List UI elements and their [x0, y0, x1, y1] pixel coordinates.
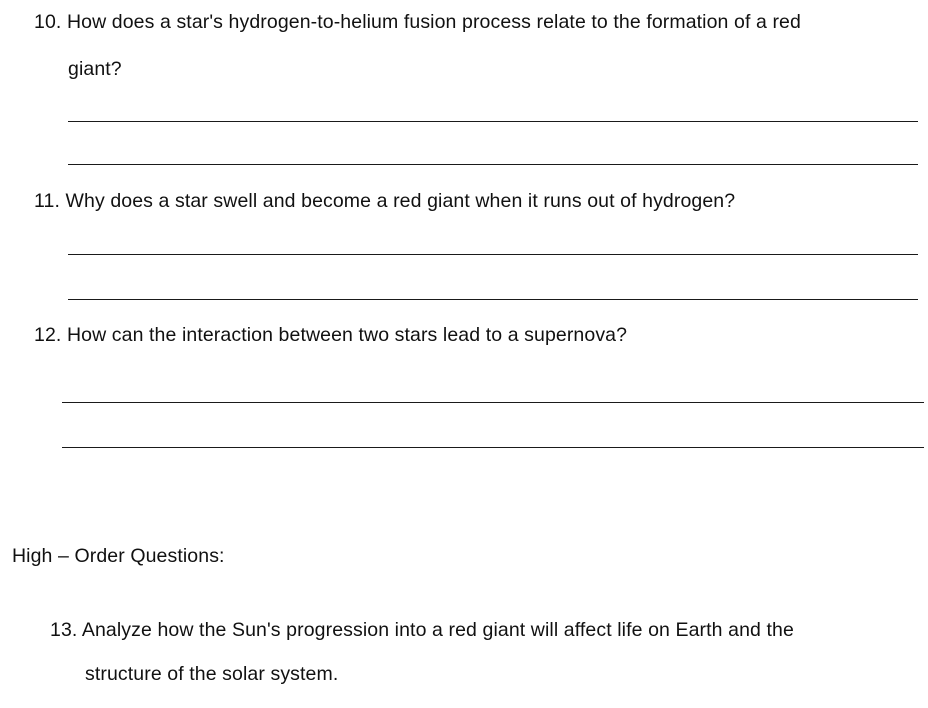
question-text: Why does a star swell and become a red giant when it runs out of hydrogen?: [65, 190, 736, 212]
question-text: How does a star's hydrogen-to-helium fusion process relate to the formation of a red: [66, 11, 801, 33]
question-number: 12.: [34, 324, 62, 346]
section-heading: High – Order Questions:: [12, 545, 225, 567]
question-13-continued: structure of the solar system.: [85, 663, 339, 685]
answer-line: [62, 447, 924, 448]
answer-line: [68, 121, 918, 122]
question-11: [34, 189, 735, 213]
answer-line: [68, 254, 918, 255]
question-number: 10.: [34, 11, 62, 33]
question-number: 13.: [50, 619, 78, 641]
question-10: [34, 10, 801, 34]
question-10-continued: giant?: [68, 58, 122, 80]
question-12: [34, 323, 627, 347]
answer-line: [68, 164, 918, 165]
question-13: [50, 618, 794, 642]
answer-line: [68, 299, 918, 300]
question-number: 11.: [34, 190, 60, 212]
question-text: Analyze how the Sun's progression into a red giant will affect life on Earth and the: [81, 619, 794, 641]
question-text: How can the interaction between two stars lead to a supernova?: [66, 324, 628, 346]
answer-line: [62, 402, 924, 403]
